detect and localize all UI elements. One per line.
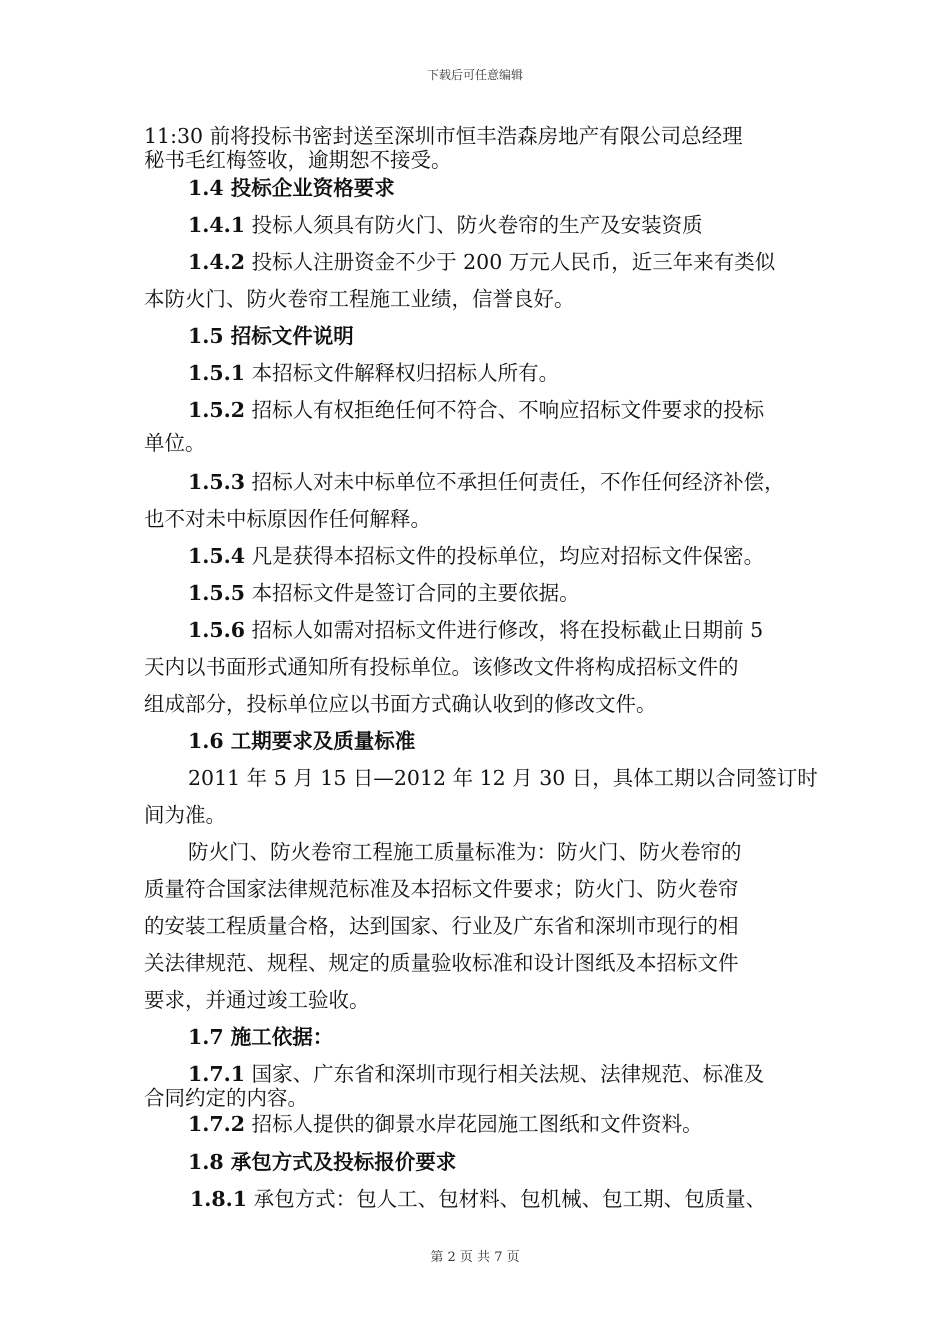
item-1-5-2-cont: 单位。 (144, 431, 206, 455)
quality-line-5: 要求，并通过竣工验收。 (144, 988, 370, 1012)
item-number: 1.4.2 (188, 250, 246, 274)
intro-line-2: 秘书毛红梅签收，逾期恕不接受。 (144, 148, 452, 172)
item-text: 承包方式：包人工、包材料、包机械、包工期、包质量、 (253, 1187, 767, 1211)
item-1-4-1 (188, 213, 703, 237)
item-1-7-1 (188, 1062, 764, 1086)
item-text: 投标人须具有防火门、防火卷帘的生产及安装资质 (245, 213, 703, 237)
item-1-8-1 (190, 1187, 766, 1211)
quality-line-2: 质量符合国家法律规范标准及本招标文件要求；防火门、防火卷帘 (144, 877, 739, 901)
item-1-5-6-cont-2: 组成部分，投标单位应以书面方式确认收到的修改文件。 (144, 692, 657, 716)
item-number: 1.5.1 (188, 361, 246, 385)
item-1-5-2 (188, 398, 764, 422)
page-header: 下载后可任意编辑 (426, 68, 523, 82)
quality-line-3: 的安装工程质量合格，达到国家、行业及广东省和深圳市现行的相 (144, 914, 739, 938)
item-1-5-3 (188, 470, 785, 494)
schedule-line-1: 2011 年 5 月 15 日—2012 年 12 月 30 日，具体工期以合同签订时 (188, 766, 818, 790)
item-1-4-2 (188, 250, 775, 274)
item-number: 1.8.1 (190, 1187, 248, 1211)
item-1-7-2 (188, 1112, 703, 1136)
quality-line-1: 防火门、防火卷帘工程施工质量标准为：防火门、防火卷帘的 (188, 840, 742, 864)
item-number: 1.4.1 (188, 213, 246, 237)
quality-line-4: 关法律规范、规程、规定的质量验收标准和设计图纸及本招标文件 (144, 951, 739, 975)
item-number: 1.5.3 (188, 470, 246, 494)
section-1-7-heading: 1.7 施工依据： (188, 1025, 334, 1049)
item-number: 1.7.1 (188, 1062, 246, 1086)
item-1-5-6 (188, 618, 763, 642)
item-1-5-5 (188, 581, 580, 605)
section-1-8-heading: 1.8 承包方式及投标报价要求 (188, 1150, 457, 1174)
item-text: 招标人提供的御景水岸花园施工图纸和文件资料。 (251, 1112, 703, 1136)
page-footer: 第 2 页 共 7 页 (430, 1250, 520, 1265)
intro-line-1: 11:30 前将投标书密封送至深圳市恒丰浩森房地产有限公司总经理 (144, 124, 743, 148)
item-text: 招标人如需对招标文件进行修改，将在投标截止日期前 5 (251, 618, 764, 642)
item-text: 招标人有权拒绝任何不符合、不响应招标文件要求的投标 (251, 398, 765, 422)
item-number: 1.7.2 (188, 1112, 246, 1136)
item-text: 本招标文件是签订合同的主要依据。 (251, 581, 580, 605)
item-text: 国家、广东省和深圳市现行相关法规、法律规范、标准及 (251, 1062, 765, 1086)
item-1-5-4 (188, 544, 764, 568)
item-text: 招标人对未中标单位不承担任何责任，不作任何经济补偿， (251, 470, 785, 494)
item-number: 1.5.5 (188, 581, 246, 605)
item-number: 1.5.4 (188, 544, 246, 568)
item-text: 凡是获得本招标文件的投标单位，均应对招标文件保密。 (251, 544, 765, 568)
section-1-6-heading: 1.6 工期要求及质量标准 (188, 729, 416, 753)
section-1-4-heading: 1.4 投标企业资格要求 (188, 176, 395, 200)
schedule-line-2: 间为准。 (144, 803, 226, 827)
item-1-5-3-cont: 也不对未中标原因作任何解释。 (144, 507, 431, 531)
item-number: 1.5.6 (188, 618, 246, 642)
item-number: 1.5.2 (188, 398, 246, 422)
section-1-5-heading: 1.5 招标文件说明 (188, 324, 354, 348)
item-1-4-2-cont: 本防火门、防火卷帘工程施工业绩，信誉良好。 (144, 287, 575, 311)
item-1-5-6-cont-1: 天内以书面形式通知所有投标单位。该修改文件将构成招标文件的 (144, 655, 739, 679)
item-1-7-1-cont: 合同约定的内容。 (144, 1086, 308, 1110)
item-1-5-1 (188, 361, 559, 385)
item-text: 本招标文件解释权归招标人所有。 (251, 361, 560, 385)
item-text: 投标人注册资金不少于 200 万元人民币，近三年来有类似 (251, 250, 776, 274)
